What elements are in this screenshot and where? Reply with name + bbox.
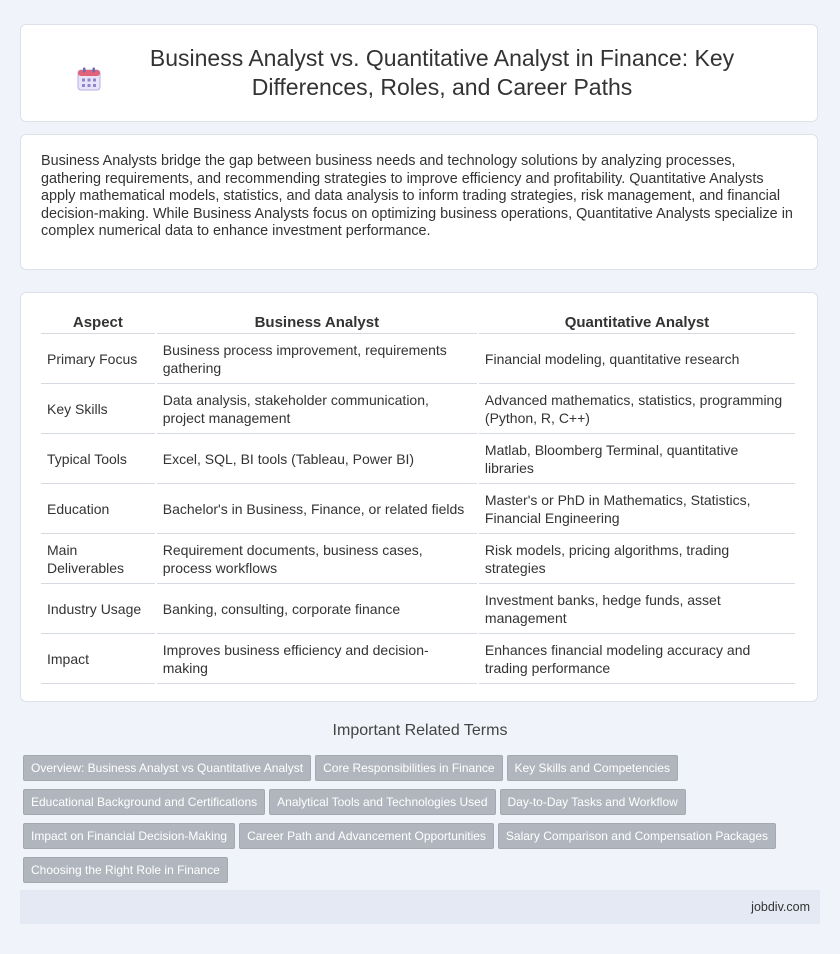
cell-quantitative-analyst: Master's or PhD in Mathematics, Statistics, Financial Engineering <box>479 486 795 534</box>
cell-aspect: Primary Focus <box>41 336 155 384</box>
cell-business-analyst: Excel, SQL, BI tools (Tableau, Power BI) <box>157 436 477 484</box>
cell-quantitative-analyst: Risk models, pricing algorithms, trading strategies <box>479 536 795 584</box>
related-term-tag[interactable]: Choosing the Right Role in Finance <box>23 857 228 883</box>
table-row <box>41 486 795 534</box>
table-row <box>41 436 795 484</box>
related-term-tag[interactable]: Salary Comparison and Compensation Packages <box>498 823 776 849</box>
cell-business-analyst: Data analysis, stakeholder communication, project management <box>157 386 477 434</box>
related-term-tag[interactable]: Analytical Tools and Technologies Used <box>269 789 495 815</box>
footer-site-link[interactable]: jobdiv.com <box>751 900 810 914</box>
cell-aspect: Key Skills <box>41 386 155 434</box>
related-term-tag[interactable]: Core Responsibilities in Finance <box>315 755 502 781</box>
cell-quantitative-analyst: Advanced mathematics, statistics, programming (Python, R, C++) <box>479 386 795 434</box>
related-term-tag[interactable]: Impact on Financial Decision-Making <box>23 823 235 849</box>
table-row <box>41 636 795 684</box>
cell-aspect: Main Deliverables <box>41 536 155 584</box>
related-terms-list <box>23 755 823 891</box>
intro-text: Business Analysts bridge the gap between business needs and technology solutions by analyzing processes, gathering requirements, and recommending strategies to improve efficiency and profitability. Quantitative Analysts apply mathematical models, statistics, and data analysis to inform trading strategies, risk management, and financial decision-making. While Business Analysts focus on optimizing business operations, Quantitative Analysts specialize in complex numerical data to enhance investment performance. <box>41 153 793 240</box>
header-business-analyst: Business Analyst <box>157 307 477 334</box>
page-title: Business Analyst vs. Quantitative Analyst in Finance: Key Differences, Roles, and Career Paths <box>149 45 735 100</box>
footer <box>20 890 820 924</box>
related-term-tag[interactable]: Educational Background and Certifications <box>23 789 265 815</box>
calendar-icon <box>76 66 102 92</box>
cell-quantitative-analyst: Enhances financial modeling accuracy and trading performance <box>479 636 795 684</box>
related-terms-title: Important Related Terms <box>332 722 508 739</box>
cell-business-analyst: Improves business efficiency and decision-making <box>157 636 477 684</box>
related-term-tag[interactable]: Overview: Business Analyst vs Quantitative Analyst <box>23 755 311 781</box>
cell-business-analyst: Banking, consulting, corporate finance <box>157 586 477 634</box>
cell-aspect: Impact <box>41 636 155 684</box>
cell-business-analyst: Bachelor's in Business, Finance, or related fields <box>157 486 477 534</box>
table-header-row <box>41 307 795 334</box>
table-row <box>41 336 795 384</box>
comparison-table <box>39 305 797 686</box>
related-term-tag[interactable]: Career Path and Advancement Opportunities <box>239 823 494 849</box>
cell-aspect: Education <box>41 486 155 534</box>
header-aspect: Aspect <box>41 307 155 334</box>
intro-card <box>20 134 818 270</box>
cell-quantitative-analyst: Financial modeling, quantitative research <box>479 336 795 384</box>
cell-business-analyst: Business process improvement, requirements gathering <box>157 336 477 384</box>
header-quantitative-analyst: Quantitative Analyst <box>479 307 795 334</box>
related-term-tag[interactable]: Key Skills and Competencies <box>507 755 678 781</box>
table-row <box>41 386 795 434</box>
header-card <box>20 24 818 122</box>
cell-quantitative-analyst: Investment banks, hedge funds, asset management <box>479 586 795 634</box>
cell-aspect: Typical Tools <box>41 436 155 484</box>
table-row <box>41 536 795 584</box>
cell-quantitative-analyst: Matlab, Bloomberg Terminal, quantitative libraries <box>479 436 795 484</box>
cell-aspect: Industry Usage <box>41 586 155 634</box>
cell-business-analyst: Requirement documents, business cases, process workflows <box>157 536 477 584</box>
table-row <box>41 586 795 634</box>
comparison-card <box>20 292 818 702</box>
related-term-tag[interactable]: Day-to-Day Tasks and Workflow <box>500 789 686 815</box>
